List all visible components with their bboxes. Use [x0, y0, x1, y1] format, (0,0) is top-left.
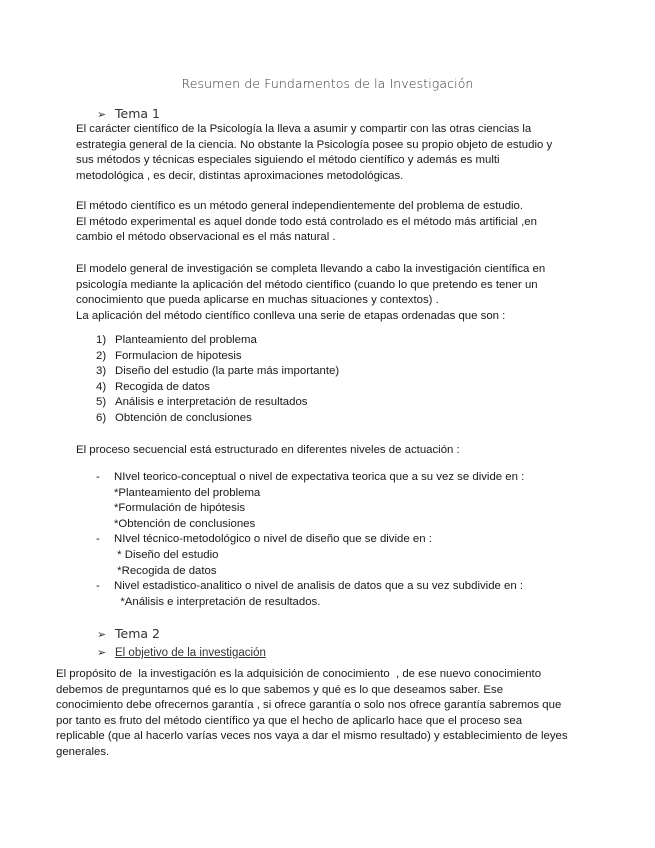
- text-line: El proceso secuencial está estructurado en diferentes niveles de actuación :: [76, 444, 460, 456]
- list-item: 5) Análisis e interpretación de resultados: [96, 396, 308, 409]
- arrow-bullet-icon: ➢: [97, 628, 107, 641]
- text-line: estrategia general de la ciencia. No obstante la Psicología posee su propio objeto de estudio y: [76, 138, 553, 151]
- tema1-paragraph-3: [76, 262, 545, 324]
- level-subitem: * Diseño del estudio: [114, 548, 219, 561]
- level-subitem: *Planteamiento del problema: [114, 486, 261, 499]
- text-line: El propósito de la investigación es la adquisición de conocimiento , de ese nuevo conocimiento: [56, 668, 542, 680]
- tema1-heading-text: Tema 1: [115, 106, 160, 121]
- arrow-bullet-icon: ➢: [97, 108, 107, 121]
- list-item: 2) Formulacion de hipotesis: [96, 349, 242, 362]
- text-line: psicología mediante la aplicación del método científico (cuando lo que pretendo es tener un: [76, 278, 538, 291]
- method-steps-list: [96, 333, 339, 427]
- level-subitem: *Obtención de conclusiones: [114, 517, 256, 530]
- tema2-subheading-text: El objetivo de la investigación: [115, 647, 266, 659]
- text-line: El carácter científico de la Psicología la lleva a asumir y compartir con las otras ciencias la: [76, 123, 532, 135]
- text-line: cambio el método observacional es el más natural .: [76, 231, 336, 243]
- tema2-heading-text: Tema 2: [115, 626, 160, 641]
- list-item: 4) Recogida de datos: [96, 380, 210, 393]
- level-item: - Nivel estadistico-analitico o nivel de analisis de datos que a su vez subdivide en :: [96, 580, 524, 593]
- tema2-paragraph-1: [56, 667, 568, 760]
- text-line: conocimiento debe ofrecernos garantía , si ofrece garantía o solo nos ofrece garantía sabremos que: [56, 699, 562, 711]
- text-line: debemos de preguntarnos qué es lo que sabemos y qué es lo que deseamos saber. Ese: [56, 683, 504, 696]
- arrow-bullet-icon: ➢: [97, 646, 107, 659]
- list-item: 1) Planteamiento del problema: [96, 334, 257, 346]
- text-line: El método experimental es aquel donde todo está controlado es el método más artificial ,en: [76, 215, 537, 228]
- section-heading-tema1: [97, 106, 160, 121]
- text-line: El modelo general de investigación se completa llevando a cabo la investigación científica en: [76, 263, 546, 275]
- list-item: 3) Diseño del estudio (la parte más importante): [96, 365, 340, 378]
- level-item: - NIvel teorico-conceptual o nivel de expectativa teorica que a su vez se divide en :: [96, 471, 525, 483]
- tema1-paragraph-4: [76, 443, 460, 459]
- text-line: metodológica , es decir, distintas aproximaciones metodológicas.: [76, 169, 404, 182]
- list-item: 6) Obtención de conclusiones: [96, 411, 252, 424]
- level-subitem: *Recogida de datos: [114, 564, 217, 577]
- section-heading-tema2: [97, 626, 160, 641]
- text-line: generales.: [56, 745, 110, 758]
- level-item: - NIvel técnico-metodológico o nivel de diseño que se divide en :: [96, 533, 432, 546]
- text-line: La aplicación del método científico conlleva una serie de etapas ordenadas que son :: [76, 309, 506, 322]
- levels-list: [96, 470, 524, 610]
- tema1-paragraph-1: [76, 122, 552, 184]
- tema1-paragraph-2: [76, 199, 537, 246]
- document-title: Resumen de Fundamentos de la Investigación: [181, 76, 474, 91]
- text-line: El método científico es un método general independientemente del problema de estudio.: [76, 200, 524, 212]
- text-line: replicable (que al hacerlo varías veces nos vaya a dar el mismo resultado) y establecimiento de leyes: [56, 730, 568, 742]
- text-line: sus métodos y técnicas especiales siguiendo el método científico y además es multi: [76, 154, 500, 166]
- section-subheading: [97, 644, 266, 659]
- text-line: conocimiento que pueda aplicarse en muchas situaciones y contextos) .: [76, 294, 439, 306]
- text-line: por tanto es fruto del método científico ya que el hecho de aplicarlo hace que el proceso sea: [56, 714, 523, 727]
- level-subitem: *Formulación de hipótesis: [114, 502, 246, 515]
- level-subitem: *Análisis e interpretación de resultados.: [114, 595, 321, 608]
